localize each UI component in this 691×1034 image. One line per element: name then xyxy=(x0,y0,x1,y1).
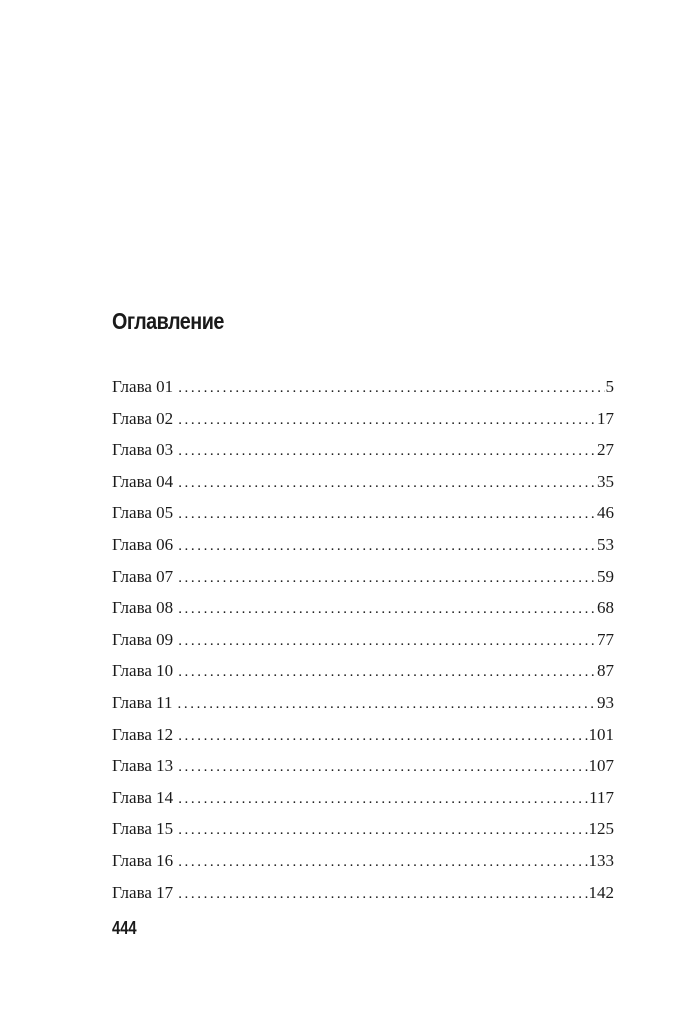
toc-entry-label: Глава 06 xyxy=(112,534,174,554)
toc-entry[interactable] xyxy=(112,592,614,624)
toc-entry-page: 17 xyxy=(596,403,614,435)
toc-entry-page: 53 xyxy=(596,529,614,561)
toc-dot-leader xyxy=(178,468,596,500)
toc-dot-leader xyxy=(178,594,596,626)
toc-entry-label: Глава 16 xyxy=(112,850,174,870)
toc-entry-label: Глава 07 xyxy=(112,566,174,586)
toc-dot-leader xyxy=(178,499,596,531)
toc-entry[interactable] xyxy=(112,371,614,403)
toc-entry-page: 59 xyxy=(596,561,614,593)
toc-entry-page: 125 xyxy=(588,813,615,845)
toc-entry-page: 142 xyxy=(588,877,615,909)
page-title: Оглавление xyxy=(112,308,224,334)
toc-entry-page: 87 xyxy=(596,655,614,687)
toc-entry-page: 46 xyxy=(596,497,614,529)
toc-entry-label: Глава 03 xyxy=(112,440,174,460)
toc-dot-leader xyxy=(178,405,596,437)
toc-entry[interactable] xyxy=(112,877,614,909)
toc-entry-label: Глава 02 xyxy=(112,408,174,428)
toc-entry-page: 35 xyxy=(596,466,614,498)
toc-entry[interactable] xyxy=(112,750,614,782)
toc-entry[interactable] xyxy=(112,466,614,498)
toc-entry[interactable] xyxy=(112,845,614,877)
toc-entry-page: 68 xyxy=(596,592,614,624)
toc-entry-page: 107 xyxy=(588,750,615,782)
toc-entry-label: Глава 17 xyxy=(112,882,174,902)
toc-entry[interactable] xyxy=(112,561,614,593)
toc-dot-leader xyxy=(178,689,596,721)
toc-entry-page: 133 xyxy=(588,845,615,877)
toc-dot-leader xyxy=(178,626,596,658)
toc-entry[interactable] xyxy=(112,434,614,466)
toc-entry[interactable] xyxy=(112,497,614,529)
toc-dot-leader xyxy=(178,815,587,847)
toc-entry-label: Глава 01 xyxy=(112,377,174,396)
toc-entry-page: 93 xyxy=(596,687,614,719)
toc-entry-label: Глава 12 xyxy=(112,724,174,744)
toc-entry-label: Глава 13 xyxy=(112,756,174,776)
toc-entry-page: 5 xyxy=(605,371,615,403)
toc-entry[interactable] xyxy=(112,813,614,845)
toc-dot-leader xyxy=(178,657,596,689)
toc-entry-label: Глава 15 xyxy=(112,819,174,839)
toc-entry[interactable] xyxy=(112,655,614,687)
toc-dot-leader xyxy=(178,879,587,911)
toc-entry-label: Глава 10 xyxy=(112,661,174,681)
toc-dot-leader xyxy=(178,373,604,405)
toc-entry[interactable] xyxy=(112,719,614,751)
page-number: 444 xyxy=(112,918,137,938)
toc-dot-leader xyxy=(178,752,587,784)
table-of-contents xyxy=(112,371,614,908)
toc-entry-label: Глава 05 xyxy=(112,503,174,523)
toc-dot-leader xyxy=(178,721,587,753)
toc-entry[interactable] xyxy=(112,403,614,435)
toc-entry-page: 101 xyxy=(588,719,615,751)
toc-entry-label: Глава 04 xyxy=(112,471,174,491)
toc-dot-leader xyxy=(178,531,596,563)
toc-entry[interactable] xyxy=(112,687,614,719)
toc-entry-label: Глава 14 xyxy=(112,787,174,807)
toc-entry-page: 77 xyxy=(596,624,614,656)
toc-entry[interactable] xyxy=(112,624,614,656)
toc-entry[interactable] xyxy=(112,782,614,814)
toc-entry[interactable] xyxy=(112,529,614,561)
toc-entry-page: 117 xyxy=(588,782,614,814)
toc-dot-leader xyxy=(178,563,596,595)
toc-entry-label: Глава 11 xyxy=(112,692,173,712)
toc-entry-label: Глава 09 xyxy=(112,629,174,649)
toc-dot-leader xyxy=(178,784,588,816)
toc-dot-leader xyxy=(178,847,587,879)
toc-entry-page: 27 xyxy=(596,434,614,466)
toc-entry-label: Глава 08 xyxy=(112,598,174,618)
toc-dot-leader xyxy=(178,436,596,468)
